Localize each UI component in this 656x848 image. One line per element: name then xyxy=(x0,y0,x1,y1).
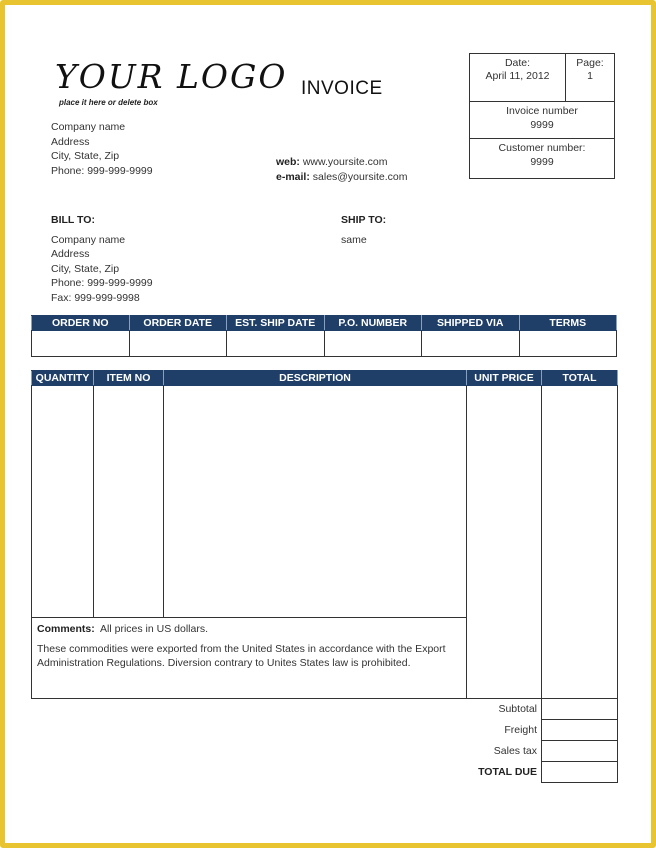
comments-box[interactable] xyxy=(32,618,467,699)
invoice-number-cell[interactable] xyxy=(470,102,614,139)
description-column[interactable] xyxy=(164,386,467,618)
header-order-no: ORDER NO xyxy=(32,316,130,331)
customer-number-label: Customer number: xyxy=(498,142,586,154)
items-header-row xyxy=(32,371,618,386)
sales-tax-row xyxy=(32,741,618,762)
order-no-cell[interactable] xyxy=(32,331,130,357)
header-unit-price: UNIT PRICE xyxy=(467,371,542,386)
meta-row-date-page xyxy=(470,54,614,102)
date-value: April 11, 2012 xyxy=(485,70,550,82)
subtotal-label: Subtotal xyxy=(498,703,537,716)
bill-to-phone: Phone: 999-999-9999 xyxy=(51,277,153,289)
po-number-cell[interactable] xyxy=(324,331,422,357)
freight-row xyxy=(32,720,618,741)
company-city: City, State, Zip xyxy=(51,150,120,162)
email-label: e-mail: xyxy=(276,171,310,183)
bill-to-address: Address xyxy=(51,248,90,260)
email-line xyxy=(276,170,407,185)
spacer xyxy=(32,741,467,762)
total-due-value[interactable] xyxy=(542,762,618,783)
order-info-table xyxy=(31,315,617,357)
company-phone: Phone: 999-999-9999 xyxy=(51,164,153,177)
page-cell[interactable] xyxy=(566,54,614,101)
web-label: web: xyxy=(276,156,300,168)
web-line xyxy=(276,155,407,170)
logo-tagline: place it here or delete box xyxy=(59,98,158,107)
company-name: Company name xyxy=(51,121,126,133)
order-value-row xyxy=(32,331,617,357)
terms-cell[interactable] xyxy=(519,331,617,357)
date-label: Date: xyxy=(504,57,531,69)
items-body-row xyxy=(32,386,618,618)
date-cell[interactable] xyxy=(470,54,566,101)
subtotal-value[interactable] xyxy=(542,699,618,720)
contact-info xyxy=(276,155,407,185)
invoice-title: INVOICE xyxy=(301,78,383,99)
customer-number-value: 9999 xyxy=(530,156,554,168)
comments-label: Comments: xyxy=(37,623,95,635)
export-notice: These commodities were exported from the United States in accordance with the Export Administration Regulations. Diversion contrary to Unites States law is prohibited. xyxy=(37,642,446,669)
header-terms: TERMS xyxy=(519,316,617,331)
ship-to-label: SHIP TO: xyxy=(341,214,387,226)
freight-label: Freight xyxy=(504,724,537,736)
header-quantity: QUANTITY xyxy=(32,371,94,386)
invoice-number-value: 9999 xyxy=(530,119,554,131)
total-due-row xyxy=(32,762,618,783)
invoice-number-label: Invoice number xyxy=(506,105,578,117)
quantity-column[interactable] xyxy=(32,386,94,618)
ship-to-value: same xyxy=(341,233,367,246)
page-label: Page: xyxy=(576,57,604,69)
header-est-ship-date: EST. SHIP DATE xyxy=(227,316,325,331)
line-items-table xyxy=(31,370,618,783)
bill-to-city: City, State, Zip xyxy=(51,262,120,275)
order-header-row xyxy=(32,316,617,331)
unit-price-column[interactable] xyxy=(467,386,542,699)
bill-to-name: Company name xyxy=(51,233,126,246)
customer-number-cell[interactable] xyxy=(470,139,614,169)
spacer xyxy=(32,762,467,783)
total-due-label: TOTAL DUE xyxy=(478,766,537,778)
sales-tax-value[interactable] xyxy=(542,741,618,762)
total-column[interactable] xyxy=(542,386,618,699)
header-order-date: ORDER DATE xyxy=(129,316,227,331)
company-address: Address xyxy=(51,135,90,148)
bill-to-fax: Fax: 999-999-9998 xyxy=(51,291,140,304)
web-value: www.yoursite.com xyxy=(302,156,388,168)
invoice-meta-box xyxy=(469,53,615,179)
header-item-no: ITEM NO xyxy=(94,371,164,386)
ship-to-block xyxy=(341,213,386,247)
sales-tax-label: Sales tax xyxy=(493,745,537,757)
est-ship-date-cell[interactable] xyxy=(227,331,325,357)
item-no-column[interactable] xyxy=(94,386,164,618)
logo-placeholder: YOUR LOGO xyxy=(55,57,288,96)
bill-to-block xyxy=(51,213,153,305)
freight-value[interactable] xyxy=(542,720,618,741)
shipped-via-cell[interactable] xyxy=(422,331,520,357)
header-description: DESCRIPTION xyxy=(164,371,467,386)
header-total: TOTAL xyxy=(542,371,618,386)
spacer xyxy=(32,720,467,741)
company-info xyxy=(51,120,153,178)
subtotal-row xyxy=(32,699,618,720)
email-value: sales@yoursite.com xyxy=(312,171,408,183)
header-po-number: P.O. NUMBER xyxy=(324,316,422,331)
spacer xyxy=(32,699,467,720)
comments-line xyxy=(37,622,461,637)
page-value: 1 xyxy=(587,70,593,82)
comments-value: All prices in US dollars. xyxy=(100,623,208,635)
bill-to-label: BILL TO: xyxy=(51,214,95,226)
order-date-cell[interactable] xyxy=(129,331,227,357)
header-shipped-via: SHIPPED VIA xyxy=(422,316,520,331)
